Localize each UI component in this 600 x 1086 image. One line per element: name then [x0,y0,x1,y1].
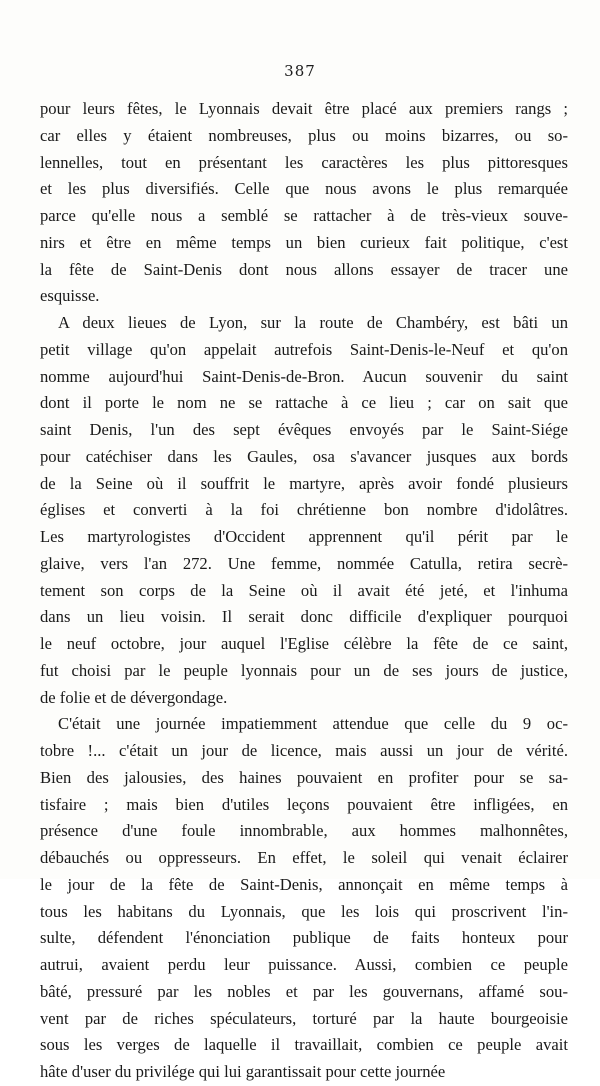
text-line: hâte d'user du privilége qui lui garantissait pour cette journée [40,1062,446,1081]
text-line: Bien des jalousies, des haines pouvaient en profiter pour se sa- [40,767,568,787]
text-line: de la Seine où il souffrit le martyre, après avoir fondé plusieurs [40,473,568,493]
text-line: glaive, vers l'an 272. Une femme, nommée Catulla, retira secrè- [40,553,568,573]
text-line: sous les verges de laquelle il travaillait, combien ce peuple avait [40,1035,568,1055]
text-line: petit village qu'on appelait autrefois Saint-Denis-le-Neuf et qu'on [40,339,568,359]
text-line: tous les habitans du Lyonnais, que les lois qui proscrivent l'in- [40,901,568,921]
text-line: dans un lieu voisin. Il serait donc difficile d'expliquer pourquoi [40,607,568,627]
text-line: C'était une journée impatiemment attendue que celle du 9 oc- [58,714,568,734]
text-line: fut choisi par le peuple lyonnais pour un de ses jours de justice, [40,660,568,680]
text-line: vent par de riches spéculateurs, torturé par la haute bourgeoisie [40,1008,568,1028]
paragraph [40,96,568,310]
text-line: tisfaire ; mais bien d'utiles leçons pouvaient être infligées, en [40,794,568,814]
text-line: et les plus diversifiés. Celle que nous avons le plus remarquée [40,179,568,199]
text-line: A deux lieues de Lyon, sur la route de Chambéry, est bâti un [58,313,568,332]
text-line: tobre !... c'était un jour de licence, mais aussi un jour de vérité. [40,741,568,760]
text-line: églises et converti à la foi chrétienne bon nombre d'idolâtres. [40,500,568,520]
text-line: le jour de la fête de Saint-Denis, annonçait en même temps à [40,874,568,894]
page-text [40,96,568,1086]
text-line: le neuf octobre, jour auquel l'Eglise célèbre la fête de ce saint, [40,634,568,653]
text-line: esquisse. [40,286,100,306]
paragraph [40,711,568,1086]
text-line: débauchés ou oppresseurs. En effet, le soleil qui venait éclairer [40,848,568,867]
text-line: nirs et être en même temps un bien curieux fait politique, c'est [40,232,568,252]
text-line: sulte, défendent l'énonciation publique de faits honteux pour [40,928,568,948]
text-line: la fête de Saint-Denis dont nous allons essayer de tracer une [40,259,568,279]
text-line: tement son corps de la Seine où il avait été jeté, et l'inhuma [40,580,568,600]
text-line: pour catéchiser dans les Gaules, osa s'avancer jusques aux bords [40,446,568,466]
text-line: de folie et de dévergondage. [40,687,228,707]
text-line: Les martyrologistes d'Occident apprennent qu'il périt par le [40,527,568,546]
text-line: parce qu'elle nous a semblé se rattacher à de très-vieux souve- [40,206,568,225]
text-line: car elles y étaient nombreuses, plus ou moins bizarres, ou so- [40,125,568,145]
text-line: dont il porte le nom ne se rattache à ce lieu ; car on sait que [40,393,568,413]
text-line: nomme aujourd'hui Saint-Denis-de-Bron. Aucun souvenir du saint [40,366,568,386]
text-line: présence d'une foule innombrable, aux hommes malhonnêtes, [40,821,568,841]
text-line: bâté, pressuré par les nobles et par les gouvernans, affamé sou- [40,981,568,1001]
page-number: 387 [284,62,316,80]
paragraph [40,310,568,711]
text-line: pour leurs fêtes, le Lyonnais devait être placé aux premiers rangs ; [40,99,568,118]
text-line: saint Denis, l'un des sept évêques envoyés par le Saint-Siége [40,420,568,439]
text-line: autrui, avaient perdu leur puissance. Aussi, combien ce peuple [40,955,568,974]
text-line: lennelles, tout en présentant les caractères les plus pittoresques [40,152,568,172]
